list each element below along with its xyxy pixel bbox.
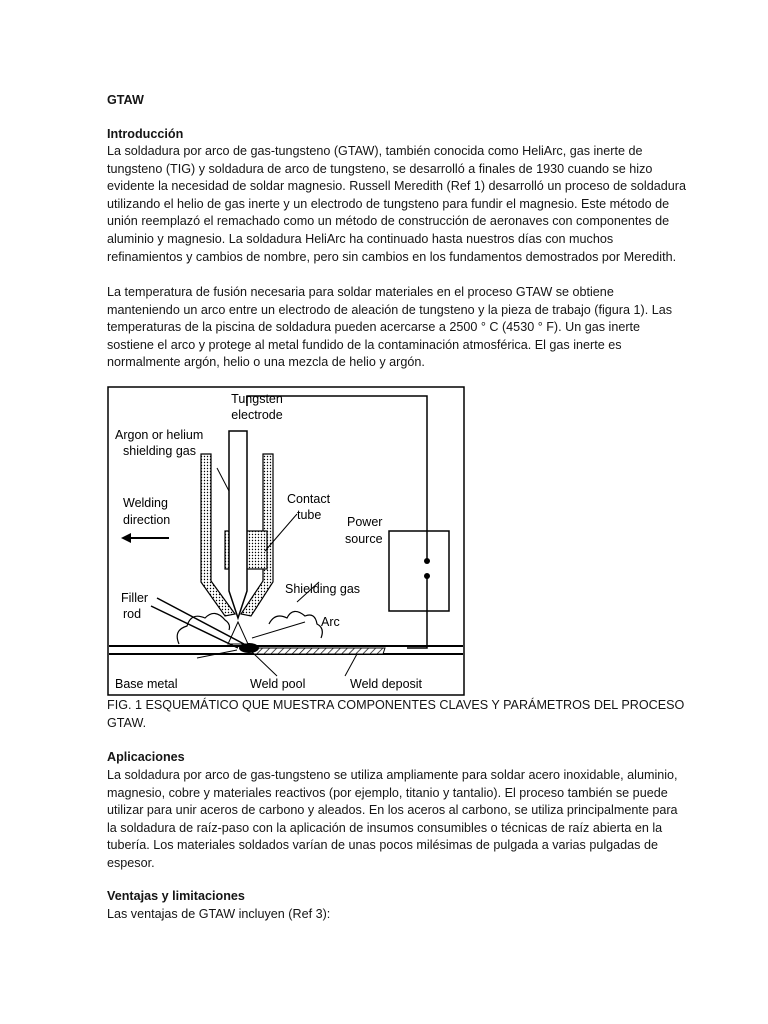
advantages-heading: Ventajas y limitaciones [107, 889, 245, 903]
terminal-positive [424, 558, 430, 564]
label-weld-pool: Weld pool [250, 677, 306, 691]
label-direction-1: Welding [123, 496, 168, 510]
applications-paragraph: La soldadura por arco de gas-tungsteno se utiliza ampliamente para soldar acero inoxidable, aluminio, magnesio, cobre y materiales reactivos (por ejemplo, titanio y tantalio). El proceso también se puede utilizar para unir aceros de carbono y aleados. En los aceros al carbono, se utiliza principalmente para la soldadura de raíz-paso con la aplicación de insumos consumibles o técnicas de raíz abierta en la tubería. Los materiales soldados varían de unas pocos milésimas de pulgada a varias pulgadas de espesor. [107, 768, 678, 870]
advantages-paragraph: Las ventajas de GTAW incluyen (Ref 3): [107, 907, 331, 921]
label-contact-1: Contact [287, 492, 331, 506]
intro-paragraph-1: La soldadura por arco de gas-tungsteno (GTAW), también conocida como HeliArc, gas inerte de tungsteno (TIG) y soldadura de arco de tungsteno, se desarrolló a finales de 1930 cuando se hizo evidente la necesidad de soldar magnesio. Russell Meredith (Ref 1) desarrolló un proceso de soldadura utilizando el helio de gas inerte y un electrodo de tungsteno para fundir el magnesio. Este método de unión reemplazó el remachado como un método de construcción de aeronaves con componentes de aluminio y magnesio. La soldadura HeliArc ha continuado hasta nuestros días con muchos refinamientos y cambios de nombre, pero sin cambios en los fundamentos demostrados por Meredith. [107, 144, 686, 264]
tungsten-electrode [229, 431, 247, 618]
gtaw-schematic-figure [107, 386, 465, 696]
label-filler-1: Filler [121, 591, 149, 605]
intro-heading: Introducción [107, 127, 184, 141]
intro-paragraph-2: La temperatura de fusión necesaria para soldar materiales en el proceso GTAW se obtiene manteniendo un arco entre un electrodo de aleación de tungsteno y la pieza de trabajo (figura 1). Las temperaturas de la piscina de soldadura pueden acercarse a 2500 ° C (4530 ° F). Un gas inerte sostiene el arco y protege al metal fundido de la contaminación atmosférica. El gas inerte es normalmente argón, helio o una mezcla de helio y argón. [107, 285, 672, 370]
label-contact-2: tube [297, 508, 322, 522]
label-filler-2: rod [123, 607, 142, 621]
label-tungsten-1: Tungsten [231, 392, 283, 406]
label-gas-2: shielding gas [123, 444, 196, 458]
label-shielding-gas: Shielding gas [285, 582, 361, 596]
power-source-box [389, 531, 449, 611]
label-arc: Arc [321, 615, 340, 629]
terminal-negative [424, 573, 430, 579]
weld-deposit-bead [253, 648, 385, 654]
label-weld-deposit: Weld deposit [350, 677, 423, 691]
figure-caption: FIG. 1 ESQUEMÁTICO QUE MUESTRA COMPONENTES CLAVES Y PARÁMETROS DEL PROCESO GTAW. [107, 698, 685, 730]
label-power-1: Power [347, 515, 383, 529]
label-base-metal: Base metal [115, 677, 178, 691]
label-tungsten-2: electrode [231, 408, 283, 422]
label-gas-1: Argon or helium [115, 428, 204, 442]
label-direction-2: direction [123, 513, 171, 527]
document-title: GTAW [107, 93, 144, 107]
label-power-2: source [345, 532, 383, 546]
applications-heading: Aplicaciones [107, 750, 185, 764]
